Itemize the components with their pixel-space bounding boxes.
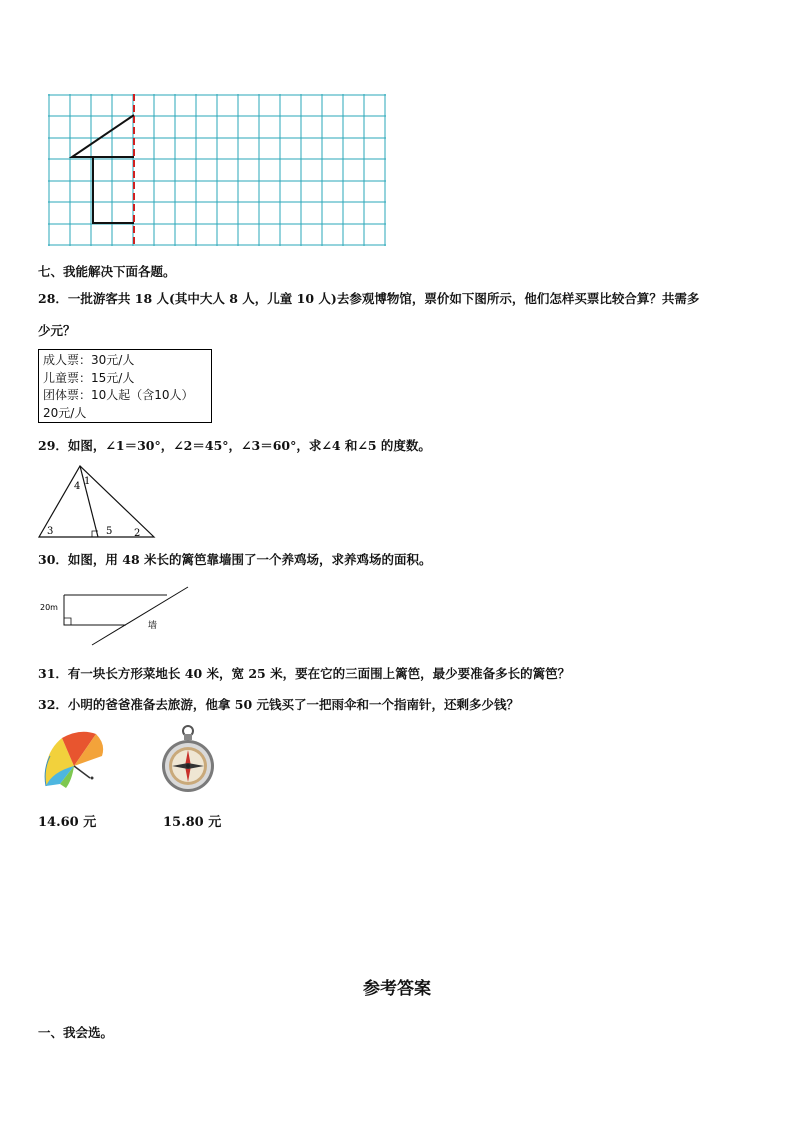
chicken-farm-figure	[36, 583, 192, 649]
question-28-line2: 少元？	[38, 323, 76, 338]
answer-section-1-heading: 一、我会选。	[38, 1025, 114, 1040]
compass-price: 15.80 元	[163, 815, 222, 830]
group-ticket-price: 20元/人	[43, 405, 87, 420]
question-32: 32．小明的爸爸准备去旅游，他拿 50 元钱买了一把雨伞和一个指南针，还剩多少钱？	[38, 697, 519, 712]
answer-key-title: 参考答案	[363, 979, 431, 999]
section-heading: 七、我能解决下面各题。	[38, 264, 176, 279]
grid-svg	[48, 94, 386, 246]
wall-label: 墙	[148, 621, 158, 631]
half-shape-body	[93, 157, 134, 223]
question-28-line1: 28．一批游客共 18 人(其中大人 8 人，儿童 10 人)去参观博物馆，票价如下图所示，他们怎样买票比较合算？共需多	[38, 291, 700, 306]
angle-1-label: 1	[84, 476, 91, 487]
triangle-figure	[36, 464, 158, 540]
question-31: 31．有一块长方形菜地长 40 米，宽 25 米，要在它的三面围上篱笆，最少要准备多长的篱笆？	[38, 666, 571, 681]
angle-5-label: 5	[106, 526, 113, 537]
umbrella-svg	[40, 726, 108, 792]
angle-2-label: 2	[134, 528, 141, 539]
half-shape-roof	[72, 115, 134, 157]
symmetry-grid-figure	[48, 94, 386, 246]
angle-4-label: 4	[74, 481, 81, 492]
triangle-outline	[39, 466, 154, 537]
right-angle-mark	[64, 618, 71, 625]
side-length-label: 20m	[40, 603, 58, 612]
ticket-price-box	[38, 349, 212, 423]
group-ticket-rule: 团体票：10人起（含10人）	[43, 388, 194, 402]
compass-icon	[160, 724, 216, 796]
question-29: 29．如图，∠1＝30°，∠2＝45°，∠3＝60°，求∠4 和∠5 的度数。	[38, 438, 431, 453]
chicken-farm-svg	[36, 583, 192, 649]
adult-ticket-price: 成人票：30元/人	[43, 353, 135, 367]
angle-3-label: 3	[47, 526, 54, 537]
child-ticket-price: 儿童票：15元/人	[43, 370, 135, 385]
umbrella-price: 14.60 元	[38, 815, 97, 830]
compass-svg	[160, 724, 216, 796]
fence-outline	[64, 595, 126, 625]
triangle-svg	[36, 464, 158, 540]
umbrella-icon	[40, 726, 108, 792]
question-30: 30．如图，用 48 米长的篱笆靠墙围了一个养鸡场，求养鸡场的面积。	[38, 552, 432, 567]
wall-line	[92, 587, 188, 645]
